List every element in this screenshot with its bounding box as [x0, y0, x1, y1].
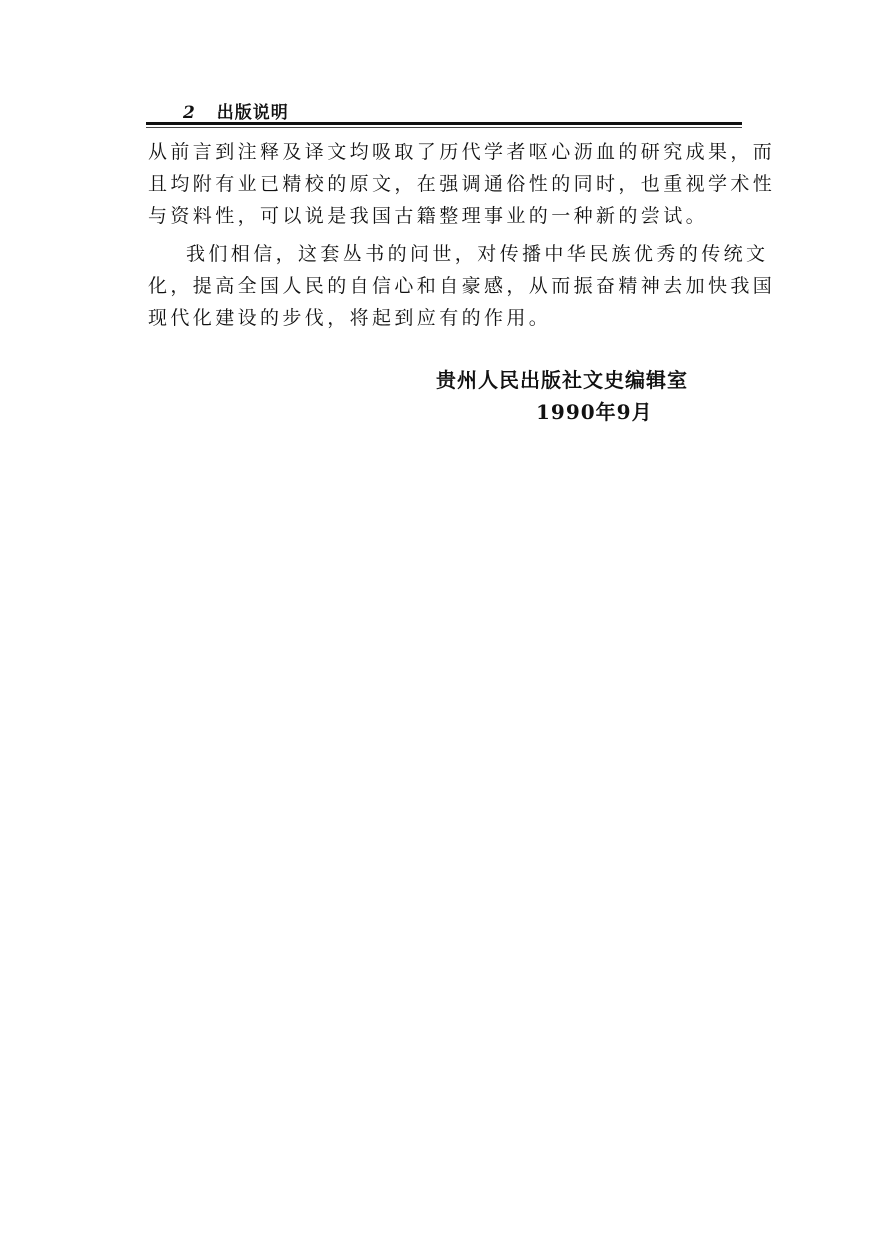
signature-date: 1990年9月 — [536, 400, 653, 424]
header-rule — [146, 122, 742, 125]
body-line: 从前言到注释及译文均吸取了历代学者呕心沥血的研究成果，而 — [148, 141, 776, 163]
page-number: 2 — [183, 103, 196, 123]
signature-block — [436, 364, 756, 428]
body-line: 现代化建设的步伐，将起到应有的作用。 — [148, 307, 552, 329]
body-text — [148, 136, 776, 334]
section-title: 出版说明 — [216, 103, 289, 123]
body-line: 化，提高全国人民的自信心和自豪感，从而振奋精神去加快我国 — [148, 275, 776, 297]
header-rule-thin — [146, 127, 742, 128]
body-line: 且均附有业已精校的原文，在强调通俗性的同时，也重视学术性 — [148, 173, 776, 195]
running-header — [183, 98, 743, 123]
signature-organization: 贵州人民出版社文史编辑室 — [436, 368, 688, 392]
body-line: 与资料性，可以说是我国古籍整理事业的一种新的尝试。 — [148, 205, 709, 227]
body-line-indented: 我们相信，这套丛书的问世，对传播中华民族优秀的传统文 — [186, 243, 769, 265]
